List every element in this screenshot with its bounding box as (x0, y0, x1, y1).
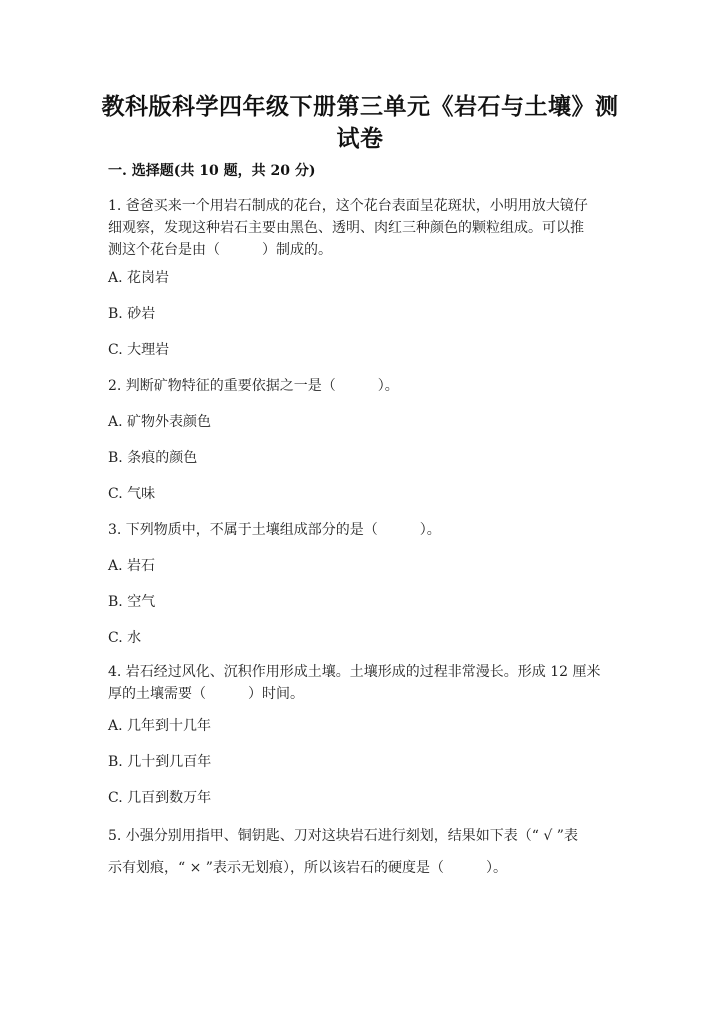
question-2-option-b: B. 条痕的颜色 (108, 450, 198, 466)
question-3-option-c: C. 水 (108, 630, 142, 646)
question-2-stem: 2. 判断矿物特征的重要依据之一是（ ）。 (108, 378, 399, 394)
question-3-option-b: B. 空气 (108, 594, 156, 610)
question-4-stem-line-2: 厚的土壤需要（ ）时间。 (108, 686, 304, 702)
section-heading: 一. 选择题(共 10 题，共 20 分) (108, 163, 316, 179)
question-2-option-a: A. 矿物外表颜色 (108, 414, 212, 430)
question-1-stem-line-1: 1. 爸爸买来一个用岩石制成的花台，这个花台表面呈花斑状，小明用放大镜仔 (108, 198, 588, 214)
question-3-stem: 3. 下列物质中，不属于土壤组成部分的是（ ）。 (108, 522, 441, 538)
question-1-stem-line-2: 细观察，发现这种岩石主要由黑色、透明、肉红三种颜色的颗粒组成。可以推 (108, 220, 584, 236)
question-4-option-c: C. 几百到数万年 (108, 790, 212, 806)
question-3-option-a: A. 岩石 (108, 558, 156, 574)
question-1-option-a: A. 花岗岩 (108, 270, 170, 286)
question-1-option-c: C. 大理岩 (108, 342, 170, 358)
question-5-stem-line-2: 示有划痕，“ × ”表示无划痕），所以该岩石的硬度是（ ）。 (108, 860, 507, 876)
question-4-stem-line-1: 4. 岩石经过风化、沉积作用形成土壤。土壤形成的过程非常漫长。形成 12 厘米 (108, 664, 601, 680)
question-5-stem-line-1: 5. 小强分别用指甲、铜钥匙、刀对这块岩石进行刻划，结果如下表（“ √ ”表 (108, 828, 578, 844)
question-4-option-b: B. 几十到几百年 (108, 754, 212, 770)
question-4-option-a: A. 几年到十几年 (108, 718, 212, 734)
exam-title-line-1: 教科版科学四年级下册第三单元《岩石与土壤》测 (101, 93, 619, 120)
question-1-stem-line-3: 测这个花台是由（ ）制成的。 (108, 242, 332, 258)
question-1-option-b: B. 砂岩 (108, 306, 156, 322)
question-2-option-c: C. 气味 (108, 486, 156, 502)
exam-title-line-2: 试卷 (336, 125, 384, 152)
